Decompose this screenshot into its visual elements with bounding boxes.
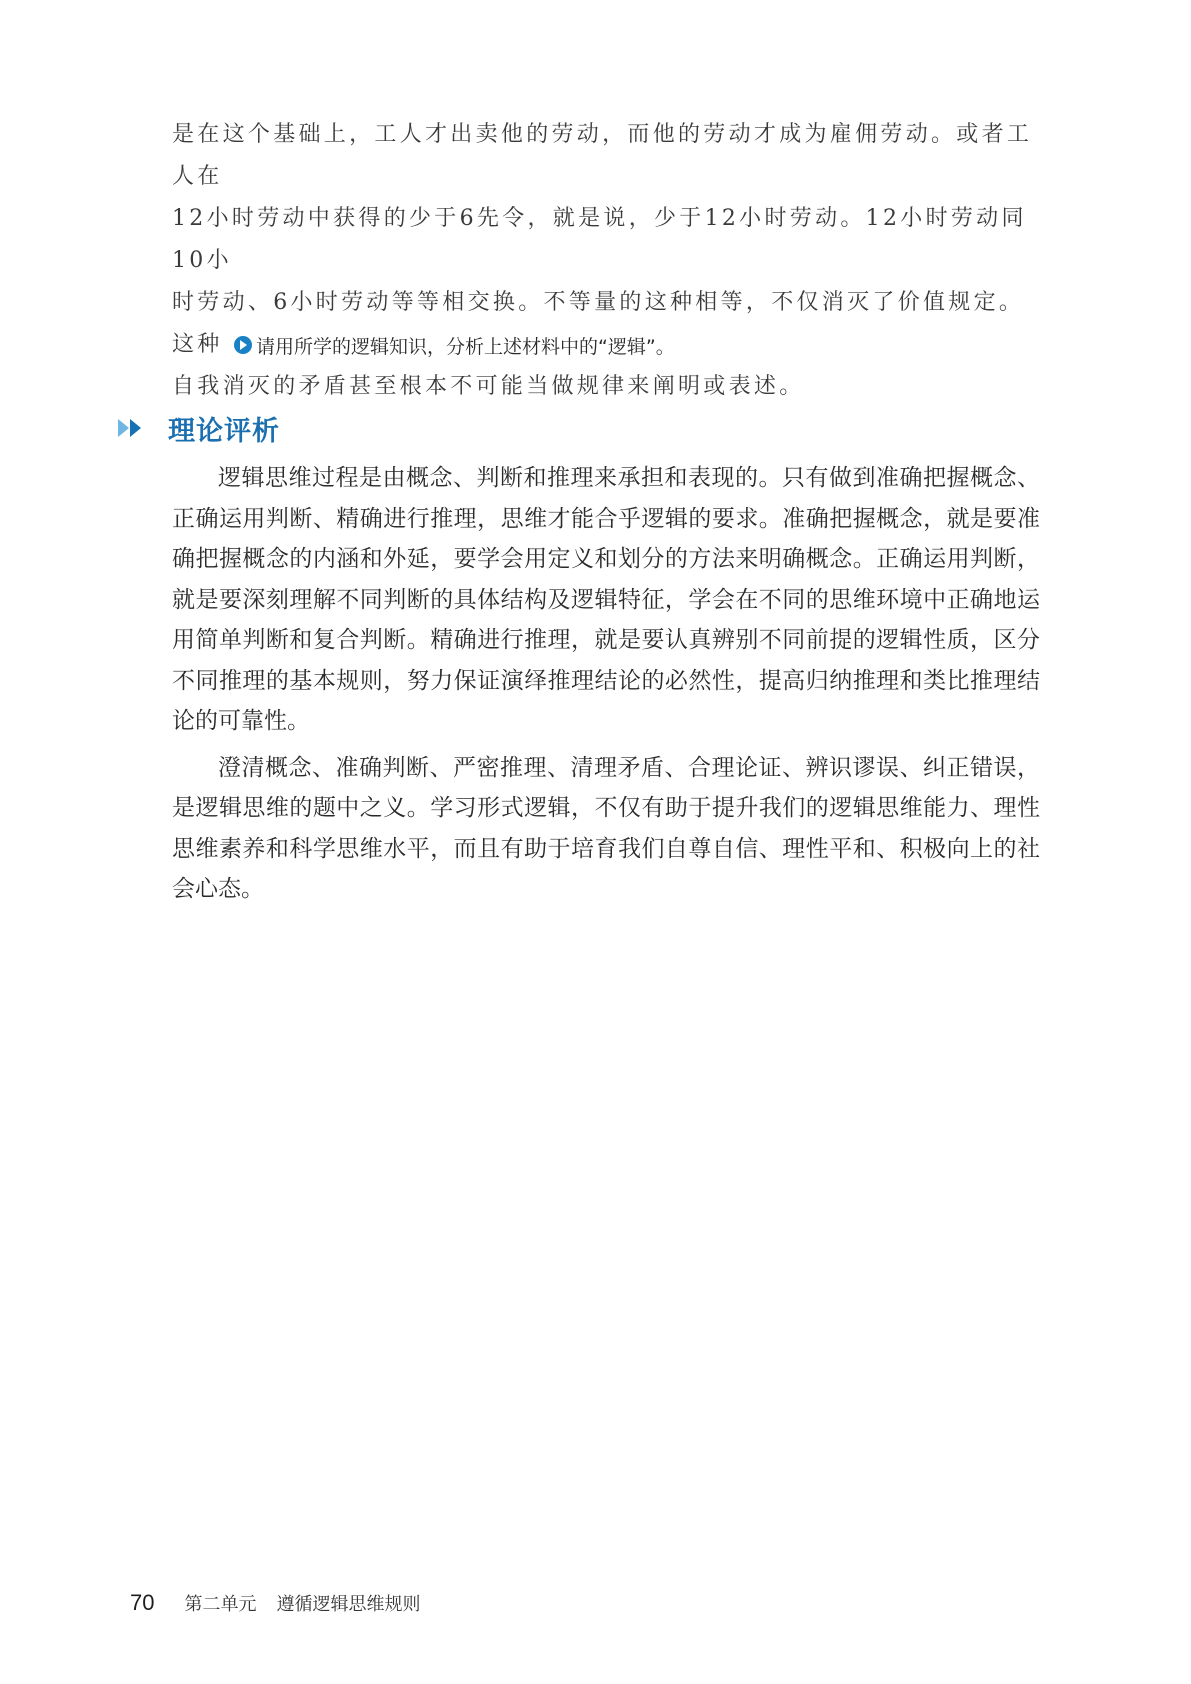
paragraph: 逻辑思维过程是由概念、判断和推理来承担和表现的。只有做到准确把握概念、正确运用判断、精确进行推理，思维才能合乎逻辑的要求。准确把握概念，就是要准确把握概念的内涵和外延，要学会用定义和划分的方法来明确概念。正确运用判断，就是要深刻理解不同判断的具体结构及逻辑特征，学会在不同的思维环境中正确地运用简单判断和复合判断。精确进行推理，就是要认真辨别不同前提的逻辑性质，区分不同推理的基本规则，努力保证演绎推理结论的必然性，提高归纳推理和类比推理结论的可靠性。 xyxy=(172,465,1040,734)
page-number: 70 xyxy=(130,1590,155,1615)
quote-line: 是在这个基础上，工人才出卖他的劳动，而他的劳动才成为雇佣劳动。或者工人在 xyxy=(172,122,1033,189)
quoted-material xyxy=(172,114,1040,408)
footer-unit: 第二单元 xyxy=(184,1594,257,1615)
section-heading xyxy=(118,408,280,448)
section-title: 理论评析 xyxy=(168,415,280,447)
double-arrow-icon xyxy=(118,419,168,437)
prompt-text: 请用所学的逻辑知识，分析上述材料中的“逻辑”。 xyxy=(256,335,675,358)
page-footer xyxy=(130,1588,420,1618)
quote-line: 12小时劳动中获得的少于6先令，就是说，少于12小时劳动。12小时劳动同10小 xyxy=(172,206,1027,273)
discussion-prompt xyxy=(234,330,675,360)
quote-line: 时劳动、6小时劳动等等相交换。不等量的这种相等，不仅消灭了价值规定。这种 xyxy=(172,290,1025,357)
play-circle-icon xyxy=(234,336,252,354)
footer-title: 遵循逻辑思维规则 xyxy=(276,1594,421,1615)
quote-line: 自我消灭的矛盾甚至根本不可能当做规律来阐明或表述。 xyxy=(172,374,805,399)
section-body xyxy=(172,458,1040,916)
paragraph: 澄清概念、准确判断、严密推理、清理矛盾、合理论证、辨识谬误、纠正错误，是逻辑思维的题中之义。学习形式逻辑，不仅有助于提升我们的逻辑思维能力、理性思维素养和科学思维水平，而且有助于培育我们自尊自信、理性平和、积极向上的社会心态。 xyxy=(172,754,1040,902)
